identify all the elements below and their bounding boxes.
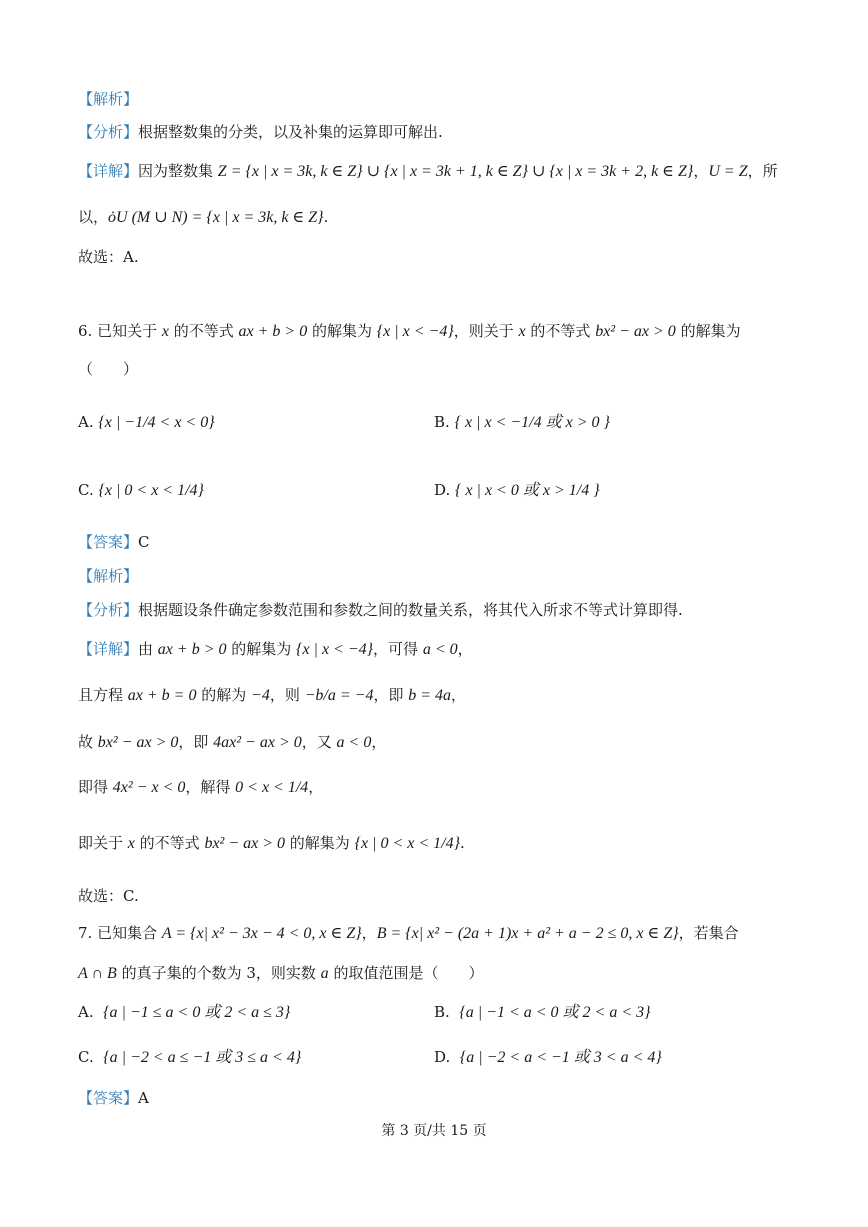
q7-option-c: C. {a | −2 < a ≤ −1 或 3 ≤ a < 4} [78,1048,302,1066]
q7-option-b: B. {a | −1 < a < 0 或 2 < a < 3} [434,1003,651,1021]
q6-analysis-label: 【解析】 [78,567,139,585]
q7-stem-2: A ∩ B 的真子集的个数为 3，则实数 a 的取值范围是（ ） [78,964,484,982]
q6-answer: 【答案】C [78,533,150,551]
q6-option-c: C. {x | 0 < x < 1/4} [78,481,204,499]
q6-stem: 6. 已知关于 x 的不等式 ax + b > 0 的解集为 {x | x < −4}，则关于 x 的不等式 bx² − ax > 0 的解集为 [78,322,741,340]
choice-line: 故选：A. [78,248,139,266]
q6-choice: 故选：C. [78,887,139,905]
q6-detail-2: 且方程 ax + b = 0 的解为 −4，则 −b/a = −4，即 b = 4a， [78,686,467,704]
q7-option-d: D. {a | −2 < a < −1 或 3 < a < 4} [434,1048,662,1066]
q6-detail-4: 即得 4x² − x < 0，解得 0 < x < 1/4， [78,778,324,796]
q6-option-a: A. {x | −1/4 < x < 0} [78,413,215,431]
q7-stem-1: 7. 已知集合 A = {x| x² − 3x − 4 < 0, x ∈ Z}，B = {x| x² − (2a + 1)x + a² + a − 2 ≤ 0, x ∈ Z}，若集合 [78,924,739,942]
page-footer: 第 3 页/共 15 页 [381,1123,487,1139]
q6-paren: （ ） [78,360,139,378]
q6-detail-1: 【详解】由 ax + b > 0 的解集为 {x | x < −4}，可得 a < 0， [78,640,473,658]
q6-detail-3: 故 bx² − ax > 0，即 4ax² − ax > 0，又 a < 0， [78,733,387,751]
detail-line-1: 【详解】因为整数集 Z = {x | x = 3k, k ∈ Z} ∪ {x | x = 3k + 1, k ∈ Z} ∪ {x | x = 3k + 2, k ∈ Z}，U = Z，所 [78,162,778,180]
q7-option-a: A. {a | −1 ≤ a < 0 或 2 < a ≤ 3} [78,1003,291,1021]
q6-option-d: D. { x | x < 0 或 x > 1/4 } [434,481,600,499]
detail-line-2: 以，ȯU (M ∪ N) = {x | x = 3k, k ∈ Z}. [78,208,329,226]
q7-answer: 【答案】A [78,1089,149,1107]
q6-analysis-line: 【分析】根据题设条件确定参数范围和参数之间的数量关系，将其代入所求不等式计算即得. [78,601,683,619]
q6-detail-5: 即关于 x 的不等式 bx² − ax > 0 的解集为 {x | 0 < x < 1/4}. [78,834,465,852]
q6-option-b: B. { x | x < −1/4 或 x > 0 } [434,413,610,431]
analysis-line: 【分析】根据整数集的分类，以及补集的运算即可解出. [78,123,443,141]
analysis-label: 【解析】 [78,90,139,108]
